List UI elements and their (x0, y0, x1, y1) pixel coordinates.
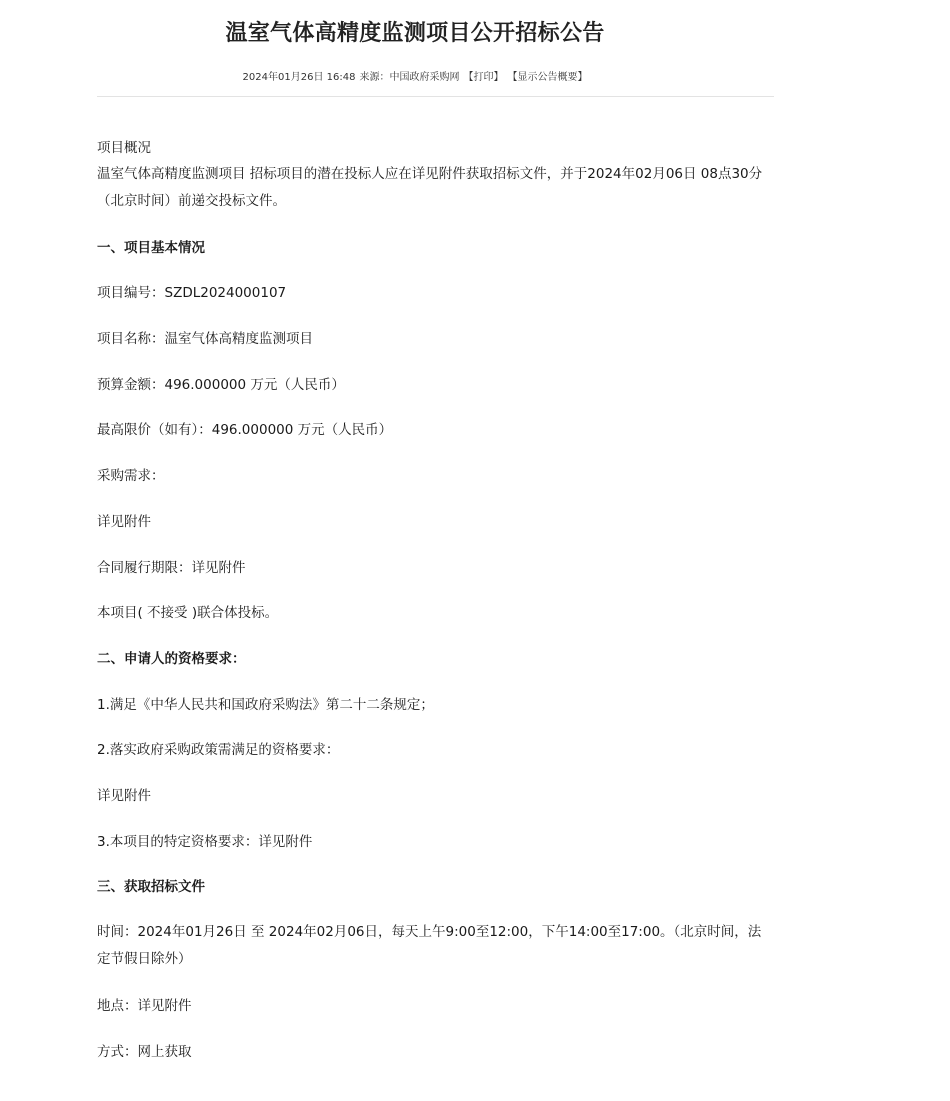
header-divider (97, 96, 774, 97)
overview-heading: 项目概况 (97, 140, 151, 156)
section-1-heading: 一、项目基本情况 (97, 240, 205, 256)
qualification-1: 1.满足《中华人民共和国政府采购法》第二十二条规定； (97, 697, 434, 713)
project-number: 项目编号：SZDL2024000107 (97, 285, 287, 301)
qualification-2-value: 详见附件 (97, 788, 151, 804)
max-price: 最高限价（如有）：496.000000 万元（人民币） (97, 422, 393, 438)
consortium-bid: 本项目( 不接受 )联合体投标。 (97, 605, 279, 621)
contract-period: 合同履行期限：详见附件 (97, 560, 246, 576)
section-2-heading: 二、申请人的资格要求： (97, 651, 246, 667)
qualification-2: 2.落实政府采购政策需满足的资格要求： (97, 742, 340, 758)
source-name: 中国政府采购网 (389, 72, 460, 83)
qualification-3: 3.本项目的特定资格要求：详见附件 (97, 834, 313, 850)
procurement-demand-label: 采购需求： (97, 468, 165, 484)
budget-amount: 预算金额：496.000000 万元（人民币） (97, 377, 345, 393)
procurement-demand-value: 详见附件 (97, 514, 151, 530)
acquisition-method: 方式：网上获取 (97, 1044, 192, 1060)
project-name: 项目名称：温室气体高精度监测项目 (97, 331, 313, 347)
acquisition-time: 时间：2024年01月26日 至 2024年02月06日，每天上午9:00至12:00，下午14:00至17:00。（北京时间，法定节假日除外） (97, 924, 762, 967)
show-summary-link[interactable]: 【显示公告概要】 (507, 72, 588, 83)
meta-line (97, 68, 733, 83)
publish-date: 2024年01月26日 16:48 (242, 72, 356, 83)
page-title: 温室气体高精度监测项目公开招标公告 (225, 21, 605, 46)
acquisition-place: 地点：详见附件 (97, 998, 192, 1014)
source-label: 来源： (359, 72, 390, 83)
print-link[interactable]: 【打印】 (463, 72, 504, 83)
section-3-heading: 三、获取招标文件 (97, 879, 205, 895)
overview-text: 温室气体高精度监测项目 招标项目的潜在投标人应在详见附件获取招标文件，并于2024年02月06日 08点30分（北京时间）前递交投标文件。 (97, 166, 763, 209)
